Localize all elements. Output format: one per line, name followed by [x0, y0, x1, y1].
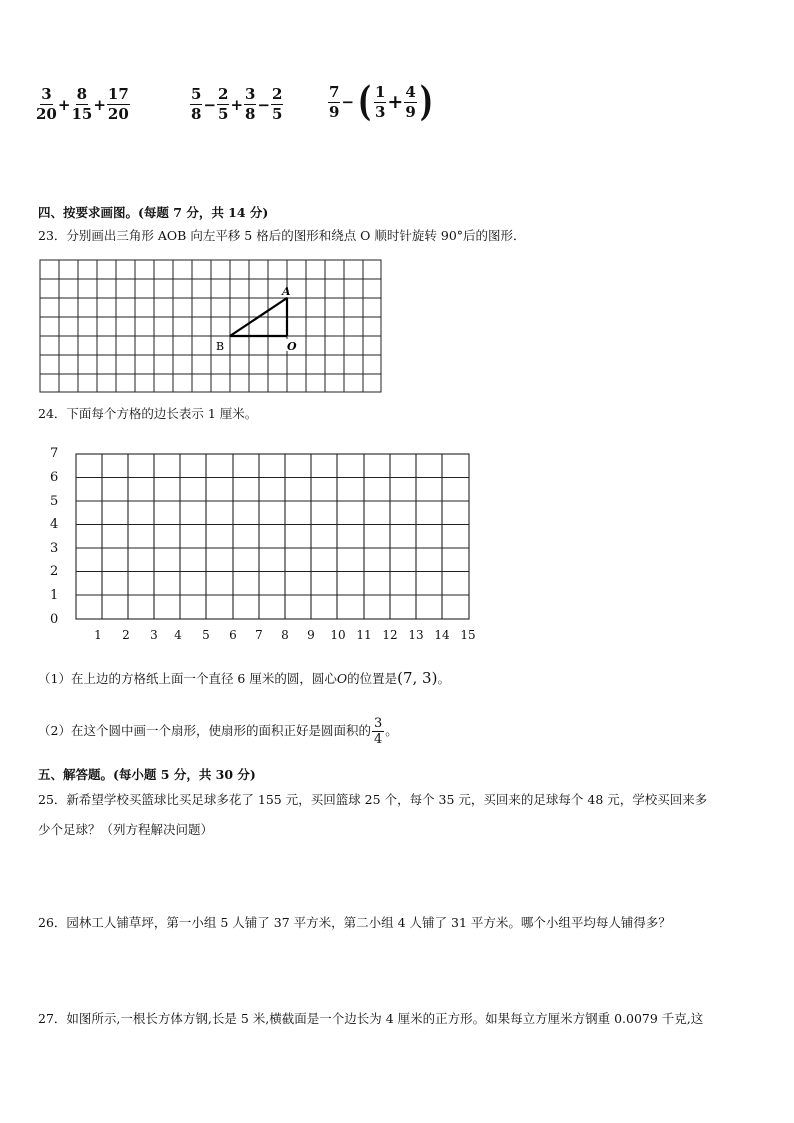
- y-tick-label: 6: [50, 470, 59, 485]
- q23-grid: [40, 260, 381, 392]
- fraction: $\frac{3}{8}$: [245, 85, 256, 123]
- x-tick-label: 6: [229, 628, 237, 642]
- section-4-title: 四、按要求画图。(每题 7 分，共 14 分): [38, 205, 269, 220]
- x-tick-label: 10: [330, 628, 346, 642]
- x-tick-label: 4: [174, 628, 182, 642]
- question-25-line-1: 25．新希望学校买篮球比买足球多花了 155 元，买回篮球 25 个，每个 35 元，买回来的足球每个 48 元，学校买回来多: [38, 792, 708, 807]
- y-tick-label: 5: [50, 494, 59, 509]
- expression-1: $\frac{3}{20}$ + $\frac{8}{15}$ + $\frac{17}{20}$: [36, 85, 129, 123]
- expression-3: $\frac{7}{9}$ − ( $\frac{1}{3}$ + $\frac{4}{9}$ ): [329, 78, 433, 125]
- x-axis-labels: [94, 628, 475, 642]
- y-axis-labels: [50, 446, 58, 627]
- question-27-text: 27．如图所示,一根长方体方钢,长是 5 米,横截面是一个边长为 4 厘米的正方形。如果每立方厘米方钢重 0.0079 千克,这: [38, 1011, 704, 1026]
- y-tick-label: 0: [50, 612, 59, 627]
- x-tick-label: 11: [356, 628, 372, 642]
- fraction: $\frac{2}{5}$: [272, 85, 283, 123]
- y-tick-label: 3: [50, 541, 59, 556]
- q23-grid-figure: [38, 259, 384, 395]
- label-b: B: [216, 340, 225, 353]
- question-24-part-2: （2）在这个圆中画一个扇形，使扇形的面积正好是圆面积的 $\frac{3}{4}$ 。: [38, 716, 398, 747]
- question-23-text: 23．分别画出三角形 AOB 向左平移 5 格后的图形和绕点 O 顺时针旋转 90°后的图形．: [38, 228, 526, 243]
- question-24-part-1: （1）在上边的方格纸上面一个直径 6 厘米的圆，圆心O的位置是(7, 3)。: [38, 669, 450, 687]
- section-5-title: 五、解答题。(每小题 5 分，共 30 分): [38, 767, 256, 782]
- label-a: A: [282, 285, 291, 298]
- fraction: $\frac{4}{9}$: [405, 82, 416, 121]
- expression-2: $\frac{5}{8}$ − $\frac{2}{5}$ + $\frac{3}{8}$ − $\frac{2}{5}$: [191, 85, 283, 123]
- fraction: $\frac{3}{20}$: [36, 85, 57, 123]
- x-tick-label: 2: [122, 628, 130, 642]
- question-25-line-2: 少个足球？（列方程解决问题）: [38, 822, 214, 837]
- label-o: O: [287, 340, 297, 353]
- x-tick-label: 9: [307, 628, 315, 642]
- x-tick-label: 7: [255, 628, 263, 642]
- x-tick-label: 1: [94, 628, 102, 642]
- x-tick-label: 14: [434, 628, 450, 642]
- fraction: $\frac{2}{5}$: [218, 85, 229, 123]
- x-tick-label: 5: [202, 628, 210, 642]
- x-tick-label: 15: [460, 628, 476, 642]
- question-24-text: 24．下面每个方格的边长表示 1 厘米。: [38, 406, 258, 421]
- q24-grid: [76, 454, 469, 619]
- left-paren: (: [357, 78, 372, 125]
- x-tick-label: 3: [150, 628, 158, 642]
- y-tick-label: 4: [50, 517, 59, 532]
- fraction: $\frac{17}{20}$: [107, 85, 129, 123]
- y-tick-label: 1: [50, 588, 59, 603]
- fraction-three-quarters: $\frac{3}{4}$: [373, 716, 383, 747]
- fraction: $\frac{7}{9}$: [329, 82, 340, 121]
- x-tick-label: 12: [382, 628, 398, 642]
- fraction: $\frac{5}{8}$: [191, 85, 202, 123]
- y-tick-label: 2: [50, 564, 59, 579]
- y-tick-label: 7: [50, 446, 59, 461]
- q24-grid-figure: [40, 440, 490, 648]
- question-26-text: 26．园林工人铺草坪，第一小组 5 人铺了 37 平方米，第二小组 4 人铺了 31 平方米。哪个小组平均每人铺得多？: [38, 915, 671, 930]
- right-paren: ): [419, 78, 433, 125]
- fraction: $\frac{1}{3}$: [374, 82, 386, 121]
- x-tick-label: 13: [408, 628, 424, 642]
- fraction: $\frac{8}{15}$: [71, 85, 93, 123]
- x-tick-label: 8: [281, 628, 289, 642]
